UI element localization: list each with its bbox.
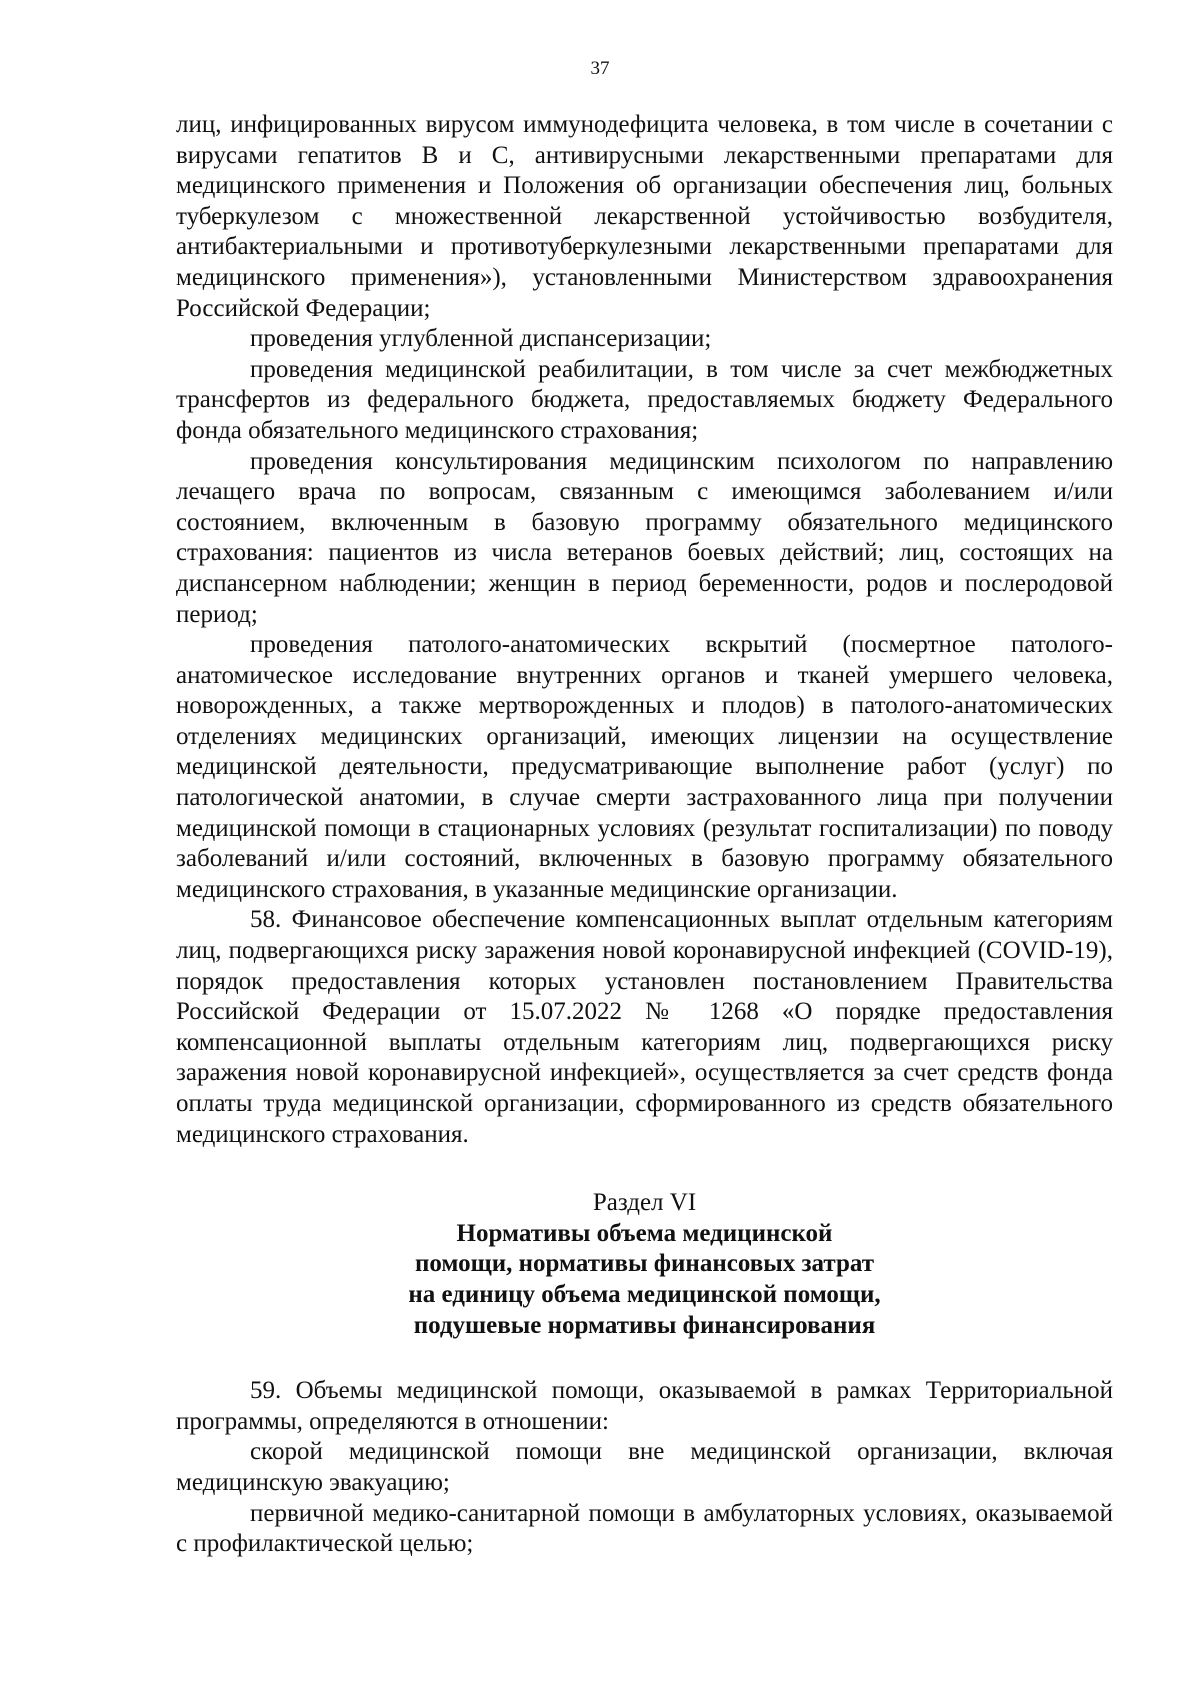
page-number: 37 — [590, 58, 610, 79]
paragraph-autopsy: проведения патолого-анатомических вскрытий (посмертное патолого-анатомическое исследование внутренних органов и тканей умершего человека, новорожденных, а также мертворожденных и плодов) в патолого-анатомических отделениях медицинских организаций, имеющих лицензии на осуществление медицинской деятельности, предусматривающие выполнение работ (услуг) по патологической анатомии, в случае смерти застрахованного лица при получении медицинской помощи в стационарных условиях (результат госпитализации) по поводу заболеваний и/или состояний, включенных в базовую программу обязательного медицинского страхования, в указанные медицинские организации. — [176, 631, 1113, 903]
section-header — [176, 1188, 1113, 1341]
paragraph-rehabilitation: проведения медицинской реабилитации, в том числе за счет межбюджетных трансфертов из федерального бюджета, предоставляемых бюджету Федерального фонда обязательного медицинского страхования; — [176, 355, 1113, 444]
section-title-line: помощи, нормативы финансовых затрат — [414, 1250, 874, 1278]
section-label: Раздел VI — [592, 1189, 697, 1217]
section-title-line: на единицу объема медицинской помощи, — [408, 1280, 881, 1308]
paragraph-psychologist: проведения консультирования медицинским психологом по направлению лечащего врача по вопросам, связанным с имеющимся заболеванием и/или состоянием, включенным в базовую программу обязательного медицинского страхования: пациентов из числа ветеранов боевых действий; лиц, состоящих на диспансерном наблюдении; женщин в период беременности, родов и послеродовой период; — [176, 447, 1113, 628]
paragraph-emergency-care: скорой медицинской помощи вне медицинской организации, включая медицинскую эвакуацию; — [176, 1438, 1113, 1496]
section-title — [365, 1219, 925, 1341]
section-title-line: подушевые нормативы финансирования — [413, 1311, 876, 1339]
paragraph-primary-care: первичной медико-санитарной помощи в амбулаторных условиях, оказываемой с профилактической целью; — [176, 1499, 1113, 1558]
paragraph-58: 58. Финансовое обеспечение компенсационных выплат отдельным категориям лиц, подвергающихся риску заражения новой коронавирусной инфекцией (COVID-19), порядок предоставления которых установлен постановлением Правительства Российской Федерации от 15.07.2022 № 1268 «О порядке предоставления компенсационной выплаты отдельным категориям лиц, подвергающихся риску заражения новой коронавирусной инфекцией», осуществляется за счет средств фонда оплаты труда медицинской организации, сформированного из средств обязательного медицинского страхования. — [176, 906, 1113, 1148]
paragraph-continuation: лиц, инфицированных вирусом иммунодефицита человека, в том числе в сочетании с вирусами гепатитов В и С, антивирусными лекарственными препаратами для медицинского применения и Положения об организации обеспечения лиц, больных туберкулезом с множественной лекарственной устойчивостью возбудителя, антибактериальными и противотуберкулезными лекарственными препаратами для медицинского применения»), установленными Министерством здравоохранения Российской Федерации; — [176, 111, 1113, 322]
paragraph-59: 59. Объемы медицинской помощи, оказываемой в рамках Территориальной программы, определяются в отношении: — [176, 1377, 1113, 1435]
document-body — [176, 110, 1113, 1560]
section-title-line: Нормативы объема медицинской — [456, 1219, 833, 1247]
paragraph-deep-dispensarization: проведения углубленной диспансеризации; — [250, 325, 712, 353]
